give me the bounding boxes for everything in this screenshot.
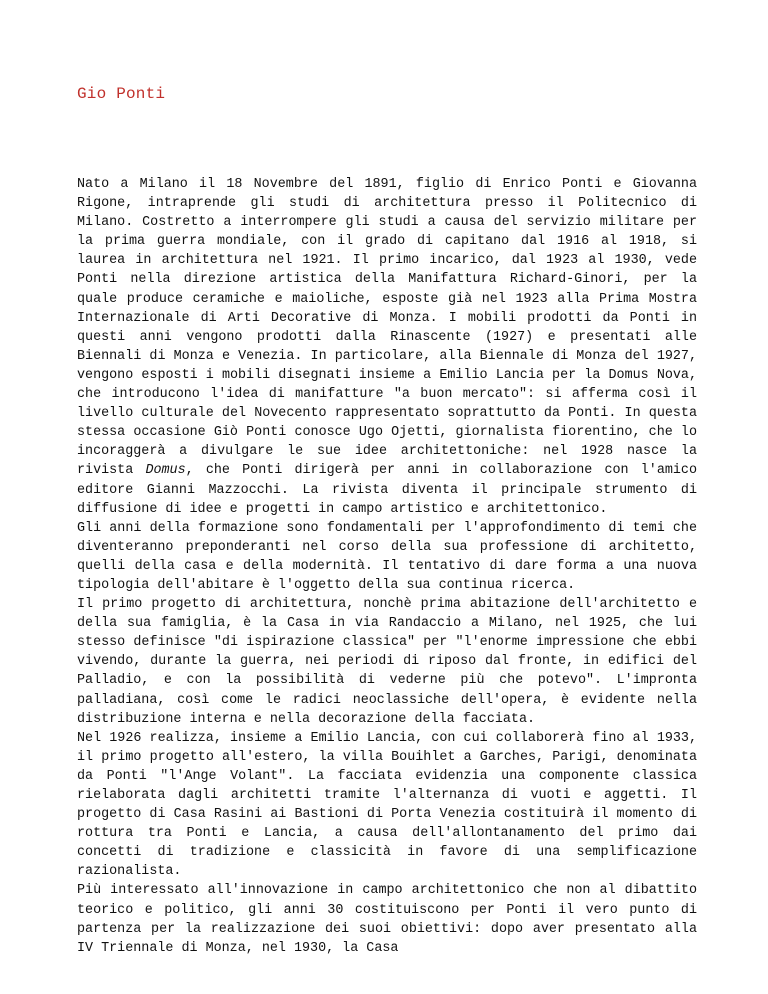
domus-magazine-title: Domus	[145, 463, 186, 479]
paragraph-5: Più interessato all'innovazione in campo architettonico che non al dibattito teorico e politico, gli anni 30 costituiscono per Ponti il vero punto di partenza per la realizzazione dei suoi obiettivi: dopo aver presentato alla IV Triennale di Monza, nel 1930, la Casa	[77, 883, 697, 956]
paragraph-3: Il primo progetto di architettura, nonchè prima abitazione dell'architetto e della sua famiglia, è la Casa in via Randaccio a Milano, nel 1925, che lui stesso definisce "di ispirazione classica" per "l'enorme impressione che ebbi vivendo, durante la guerra, nei periodi di riposo dal fronte, in edifici del Palladio, e con la possibilità di vederne più che potevo". L'impronta palladiana, così come le radici neoclassiche dell'opera, è evidente nella distribuzione interna e nella decorazione della facciata.	[77, 597, 697, 727]
paragraph-2: Gli anni della formazione sono fondamentali per l'approfondimento di temi che diventeranno preponderanti nel corso della sua professione di architetto, quelli della casa e della modernità. Il tentativo di dare forma a una nuova tipologia dell'abitare è l'oggetto della sua continua ricerca.	[77, 520, 697, 593]
paragraph-1-text-start: Nato a Milano il 18 Novembre del 1891, figlio di Enrico Ponti e Giovanna Rigone, intraprende gli studi di architettura presso il Politecnico di Milano. Costretto a interrompere gli studi a causa del servizio militare per la prima guerra mondiale, con il grado di capitano dal 1916 al 1918, si laurea in architettura nel 1921. Il primo incarico, dal 1923 al 1930, vede Ponti nella direzione artistica della Manifattura Richard-Ginori, per la quale produce ceramiche e maioliche, esposte già nel 1923 alla Prima Mostra Internazionale di Arti Decorative di Monza. I mobili prodotti da Ponti in questi anni vengono prodotti dalla Rinascente (1927) e presentati alle Biennali di Monza e Venezia. In particolare, alla Biennale di Monza del 1927, vengono esposti i mobili disegnati insieme a Emilio Lancia per la Domus Nova, che introducono l'idea di manifatture "a buon mercato": si afferma così il livello culturale del Novecento rappresentato soprattutto da Ponti. In questa stessa occasione Giò Ponti conosce Ugo Ojetti, giornalista fiorentino, che lo incoraggerà a divulgare le sue idee architettoniche: nel 1928 nasce la rivista	[77, 177, 697, 479]
paragraph-1	[77, 175, 697, 519]
document-title: Gio Ponti	[77, 85, 166, 103]
paragraph-1-text-end: , che Ponti dirigerà per anni in collaborazione con l'amico editore Gianni Mazzocchi. La rivista diventa il principale strumento di diffusione di idee e progetti in campo artistico e architettonico.	[77, 463, 697, 517]
paragraph-4: Nel 1926 realizza, insieme a Emilio Lancia, con cui collaborerà fino al 1933, il primo progetto all'estero, la villa Bouihlet a Garches, Parigi, denominata da Ponti "l'Ange Volant". La facciata evidenzia una componente classica rielaborata dagli architetti tramite l'alternanza di vuoti e aggetti. Il progetto di Casa Rasini ai Bastioni di Porta Venezia costituirà il momento di rottura tra Ponti e Lancia, a causa dell'allontanamento del primo dai concetti di tradizione e classicità in favore di una semplificazione razionalista.	[77, 730, 697, 880]
document-body	[77, 175, 697, 958]
